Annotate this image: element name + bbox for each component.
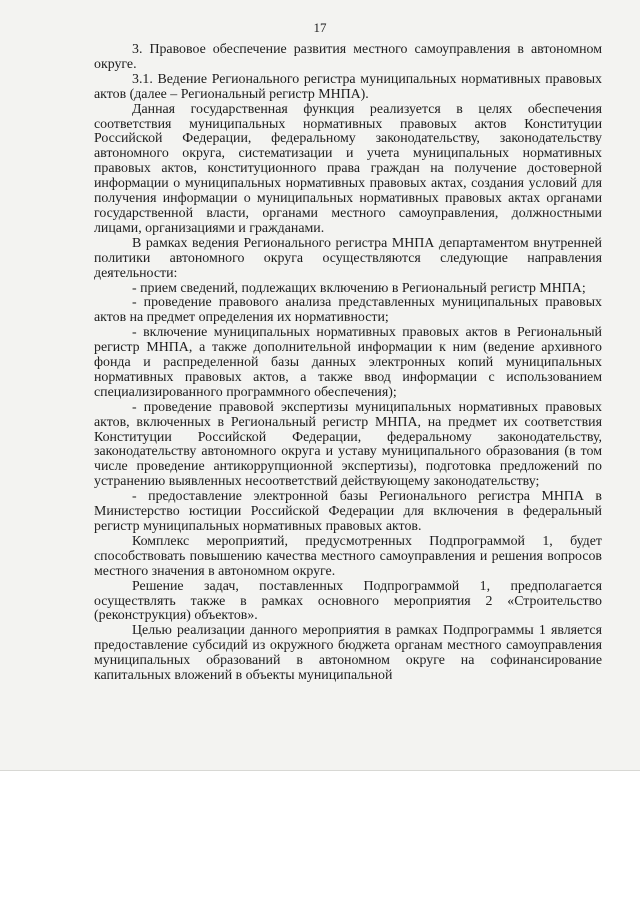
paragraph: Комплекс мероприятий, предусмотренных Подпрограммой 1, будет способствовать повышению качества местного самоуправления и решения вопросов местного значения в автономном округе. xyxy=(94,533,602,579)
document-body xyxy=(94,43,602,684)
list-item: - предоставление электронной базы Регионального регистра МНПА в Министерство юстиции Российской Федерации для включения в федеральный регистр муниципальных нормативных правовых актов. xyxy=(94,489,602,534)
list-item: - проведение правовой экспертизы муниципальных нормативных правовых актов, включенных в Региональный регистр МНПА, на предмет их соответствия Конституции Российской Федерации, федеральному законодательству, законодательству автономного округа и уставу муниципального образования (в том числе проведение антикоррупционной экспертизы), подготовка предложений по устранению выявленных несоответствий действующему законодательству; xyxy=(94,399,602,490)
list-item: - включение муниципальных нормативных правовых актов в Региональный регистр МНПА, а также дополнительной информации к ним (ведение архивного фонда и распределенной базы данных электронных копий муниципальных нормативных правовых актов, а также ввод информации с использованием специализированного программного обеспечения); xyxy=(94,325,602,400)
paragraph: В рамках ведения Регионального регистра МНПА департаментом внутренней политики автономного округа осуществляются следующие направления деятельности: xyxy=(94,235,602,281)
list-item: - проведение правового анализа представленных муниципальных правовых актов на предмет определения их нормативности; xyxy=(94,295,602,326)
subsection-heading: 3.1. Ведение Регионального регистра муниципальных нормативных правовых актов (далее – Региональный регистр МНПА). xyxy=(94,71,602,102)
section-heading: 3. Правовое обеспечение развития местного самоуправления в автономном округе. xyxy=(94,42,602,72)
paragraph: Данная государственная функция реализуется в целях обеспечения соответствия муниципальных нормативных правовых актов Конституции Российской Федерации, федеральному законодательству, законодательству автономного округа, систематизации и учета муниципальных нормативных правовых актов, конституционного права граждан на получение достоверной информации о муниципальных нормативных правовых актах, создания условий для получения информации о муниципальных нормативных правовых актах органами государственной власти, органами местного самоуправления, должностными лицами, организациями и гражданами. xyxy=(94,101,602,236)
list-item: - прием сведений, подлежащих включению в Региональный регистр МНПА; xyxy=(132,280,586,296)
paragraph: Целью реализации данного мероприятия в рамках Подпрограммы 1 является предоставление субсидий из окружного бюджета органам местного самоуправления муниципальных образований в автономном округе на софинансирование капитальных вложений в объекты муниципальной xyxy=(94,623,602,684)
page-number: 17 xyxy=(313,20,327,35)
paragraph: Решение задач, поставленных Подпрограммой 1, предполагается осуществлять также в рамках основного мероприятия 2 «Строительство (реконструкция) объектов». xyxy=(94,578,602,624)
